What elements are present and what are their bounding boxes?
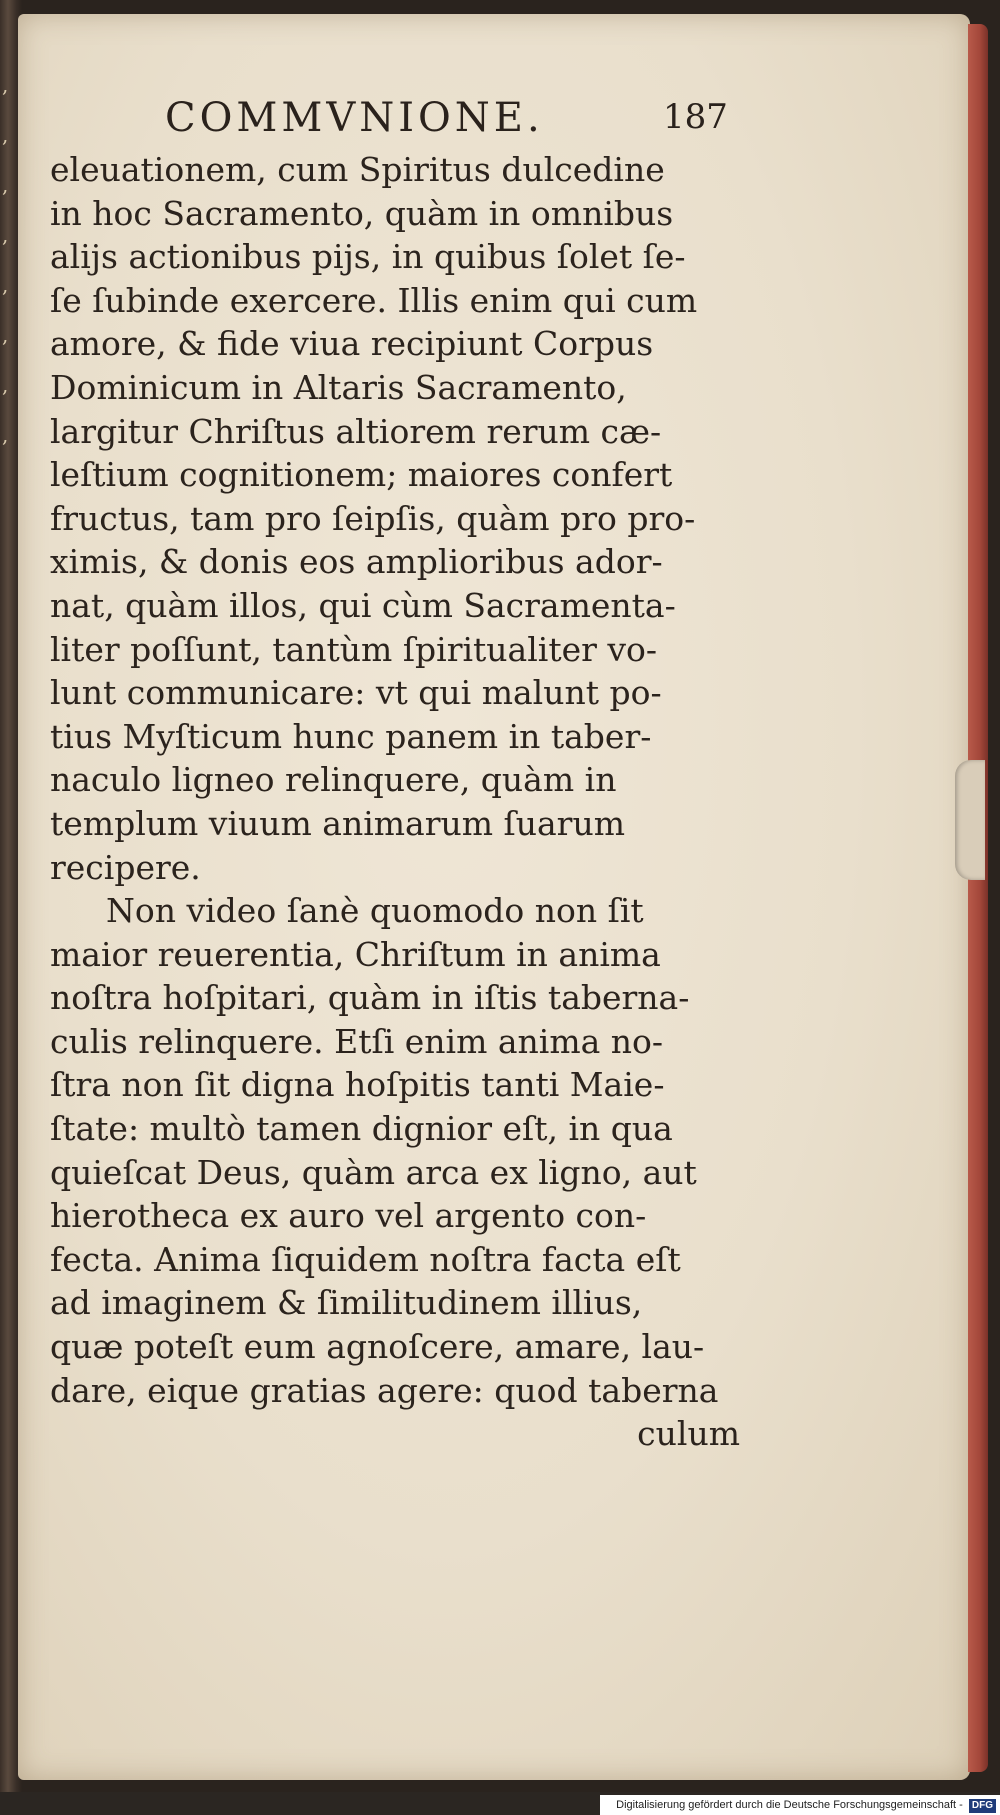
- text-line: dare, eique gratias agere: quod taberna: [50, 1370, 719, 1410]
- text-line: ad imaginem & ſimilitudinem illius,: [50, 1283, 643, 1323]
- text-line: naculo ligneo relinquere, quàm in: [50, 760, 617, 800]
- body-text: [50, 148, 740, 1456]
- text-line: maior reuerentia, Chriſtum in anima: [50, 934, 661, 974]
- credit-text: Digitalisierung gefördert durch die Deutsche Forschungsgemeinschaft -: [616, 1799, 963, 1811]
- page-tab: [955, 760, 985, 880]
- text-line: nat, quàm illos, qui cùm Sacramenta-: [50, 585, 676, 625]
- text-line: fecta. Anima ſiquidem noſtra facta eſt: [50, 1239, 681, 1279]
- text-line: ſtate: multò tamen dignior eſt, in qua: [50, 1109, 673, 1149]
- text-line: amore, & fide viua recipiunt Corpus: [50, 324, 654, 364]
- text-line: Non video ſanè quomodo non ſit: [106, 891, 644, 931]
- text-line: leſtium cognitionem; maiores confert: [50, 455, 673, 495]
- text-line: hierotheca ex auro vel argento con-: [50, 1196, 647, 1236]
- text-line: culis relinquere. Etſi enim anima no-: [50, 1021, 664, 1061]
- running-title: COMMVNIONE.: [165, 95, 544, 141]
- text-line: noſtra hoſpitari, quàm in iſtis taberna-: [50, 978, 690, 1018]
- text-line: eleuationem, cum Spiritus dulcedine: [50, 150, 665, 189]
- text-line: recipere.: [50, 847, 201, 887]
- catchword: culum: [637, 1414, 740, 1454]
- text-line: Dominicum in Altaris Sacramento,: [50, 367, 627, 407]
- dfg-logo: DFG: [969, 1799, 996, 1813]
- text-line: ximis, & donis eos amplioribus ador-: [50, 542, 663, 582]
- text-line: ſtra non ſit digna hoſpitis tanti Maie-: [50, 1065, 665, 1105]
- text-line: fructus, tam pro ſeipſis, quàm pro pro-: [50, 498, 696, 538]
- text-line: templum viuum animarum ſuarum: [50, 803, 626, 843]
- text-line: alijs actionibus pijs, in quibus ſolet ſe-: [50, 237, 686, 277]
- text-line: quæ poteſt eum agnoſcere, amare, lau-: [50, 1327, 705, 1367]
- text-line: largitur Chriſtus altiorem rerum cæ-: [50, 411, 662, 451]
- page-number: 187: [663, 97, 728, 137]
- red-page-edge: [968, 24, 988, 1772]
- text-line: ſe ſubinde exercere. Illis enim qui cum: [50, 280, 698, 320]
- text-line: in hoc Sacramento, quàm in omnibus: [50, 193, 674, 233]
- gutter-marks: , , , , , , , ,: [2, 73, 9, 447]
- text-line: lunt communicare: vt qui malunt po-: [50, 673, 662, 713]
- text-line: tius Myſticum hunc panem in taber-: [50, 716, 652, 756]
- digitization-credit: [600, 1795, 1000, 1815]
- text-line: quieſcat Deus, quàm arca ex ligno, aut: [50, 1152, 697, 1192]
- text-line: liter poſſunt, tantùm ſpiritualiter vo-: [50, 629, 658, 669]
